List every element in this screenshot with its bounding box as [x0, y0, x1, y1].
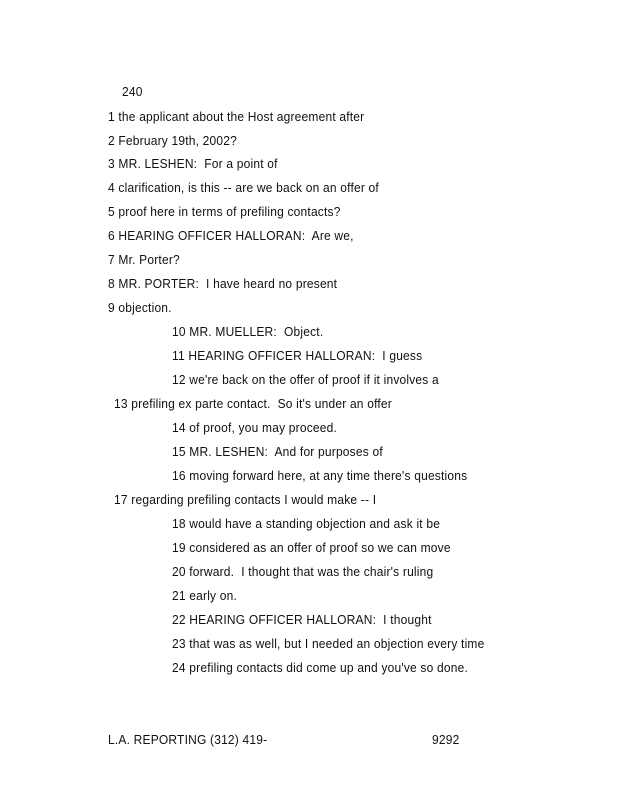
transcript-line	[108, 205, 341, 219]
transcript-line	[108, 134, 237, 148]
footer-phone-number: 9292	[432, 733, 460, 747]
line-text: of proof, you may proceed.	[189, 421, 338, 435]
transcript-line	[108, 253, 180, 267]
line-text: MR. LESHEN: For a point of	[118, 157, 278, 171]
transcript-line	[108, 181, 379, 195]
transcript-line	[172, 349, 422, 363]
line-number: 11	[172, 349, 185, 363]
line-number: 6	[108, 229, 115, 243]
line-text: we're back on the offer of proof if it involves a	[189, 373, 439, 387]
line-text: prefiling ex parte contact. So it's under an offer	[131, 397, 392, 411]
line-number: 17	[114, 493, 128, 507]
transcript-line	[172, 589, 237, 603]
line-number: 7	[108, 253, 115, 267]
line-text: MR. MUELLER: Object.	[189, 325, 324, 339]
transcript-line	[114, 397, 392, 411]
transcript-line	[172, 373, 439, 387]
line-number: 22	[172, 613, 186, 627]
transcript-line	[108, 229, 354, 243]
transcript-line	[172, 613, 432, 627]
line-number: 23	[172, 637, 186, 651]
line-number: 21	[172, 589, 186, 603]
line-number: 20	[172, 565, 186, 579]
transcript-line	[172, 445, 383, 459]
line-text: Mr. Porter?	[118, 253, 180, 267]
transcript-line	[172, 469, 467, 483]
line-number: 16	[172, 469, 186, 483]
line-number: 14	[172, 421, 186, 435]
line-text: considered as an offer of proof so we can move	[189, 541, 451, 555]
line-number: 24	[172, 661, 186, 675]
line-text: clarification, is this -- are we back on an offer of	[118, 181, 379, 195]
line-text: early on.	[189, 589, 238, 603]
line-number: 1	[108, 110, 115, 124]
line-number: 10	[172, 325, 186, 339]
page-number: 240	[122, 85, 143, 99]
line-number: 12	[172, 373, 186, 387]
transcript-line	[108, 277, 337, 291]
line-text: February 19th, 2002?	[118, 134, 237, 148]
line-number: 18	[172, 517, 186, 531]
transcript-line	[172, 661, 468, 675]
line-text: HEARING OFFICER HALLORAN: I thought	[189, 613, 432, 627]
line-number: 9	[108, 301, 115, 315]
line-text: forward. I thought that was the chair's ruling	[189, 565, 434, 579]
transcript-line	[172, 541, 451, 555]
transcript-line	[172, 517, 440, 531]
transcript-line	[108, 157, 278, 171]
line-text: MR. LESHEN: And for purposes of	[189, 445, 383, 459]
line-number: 5	[108, 205, 115, 219]
line-number: 4	[108, 181, 115, 195]
transcript-line	[108, 301, 172, 315]
transcript-line	[172, 565, 433, 579]
transcript-line	[172, 325, 323, 339]
line-text: MR. PORTER: I have heard no present	[118, 277, 338, 291]
line-number: 3	[108, 157, 115, 171]
line-number: 2	[108, 134, 115, 148]
line-text: moving forward here, at any time there's questions	[189, 469, 468, 483]
line-text: proof here in terms of prefiling contacts?	[118, 205, 341, 219]
transcript-line	[172, 421, 337, 435]
line-text: HEARING OFFICER HALLORAN: Are we,	[118, 229, 354, 243]
line-number: 13	[114, 397, 128, 411]
transcript-line	[172, 637, 484, 651]
transcript-line	[108, 110, 364, 124]
line-number: 15	[172, 445, 186, 459]
line-text: prefiling contacts did come up and you've so done.	[189, 661, 469, 675]
line-text: objection.	[118, 301, 172, 315]
line-text: the applicant about the Host agreement after	[118, 110, 365, 124]
line-text: that was as well, but I needed an objection every time	[189, 637, 485, 651]
footer-reporter: L.A. REPORTING (312) 419-	[108, 733, 268, 747]
line-text: would have a standing objection and ask it be	[189, 517, 441, 531]
line-text: HEARING OFFICER HALLORAN: I guess	[188, 349, 423, 363]
line-text: regarding prefiling contacts I would make -- I	[131, 493, 377, 507]
transcript-line	[114, 493, 376, 507]
line-number: 19	[172, 541, 186, 555]
line-number: 8	[108, 277, 115, 291]
